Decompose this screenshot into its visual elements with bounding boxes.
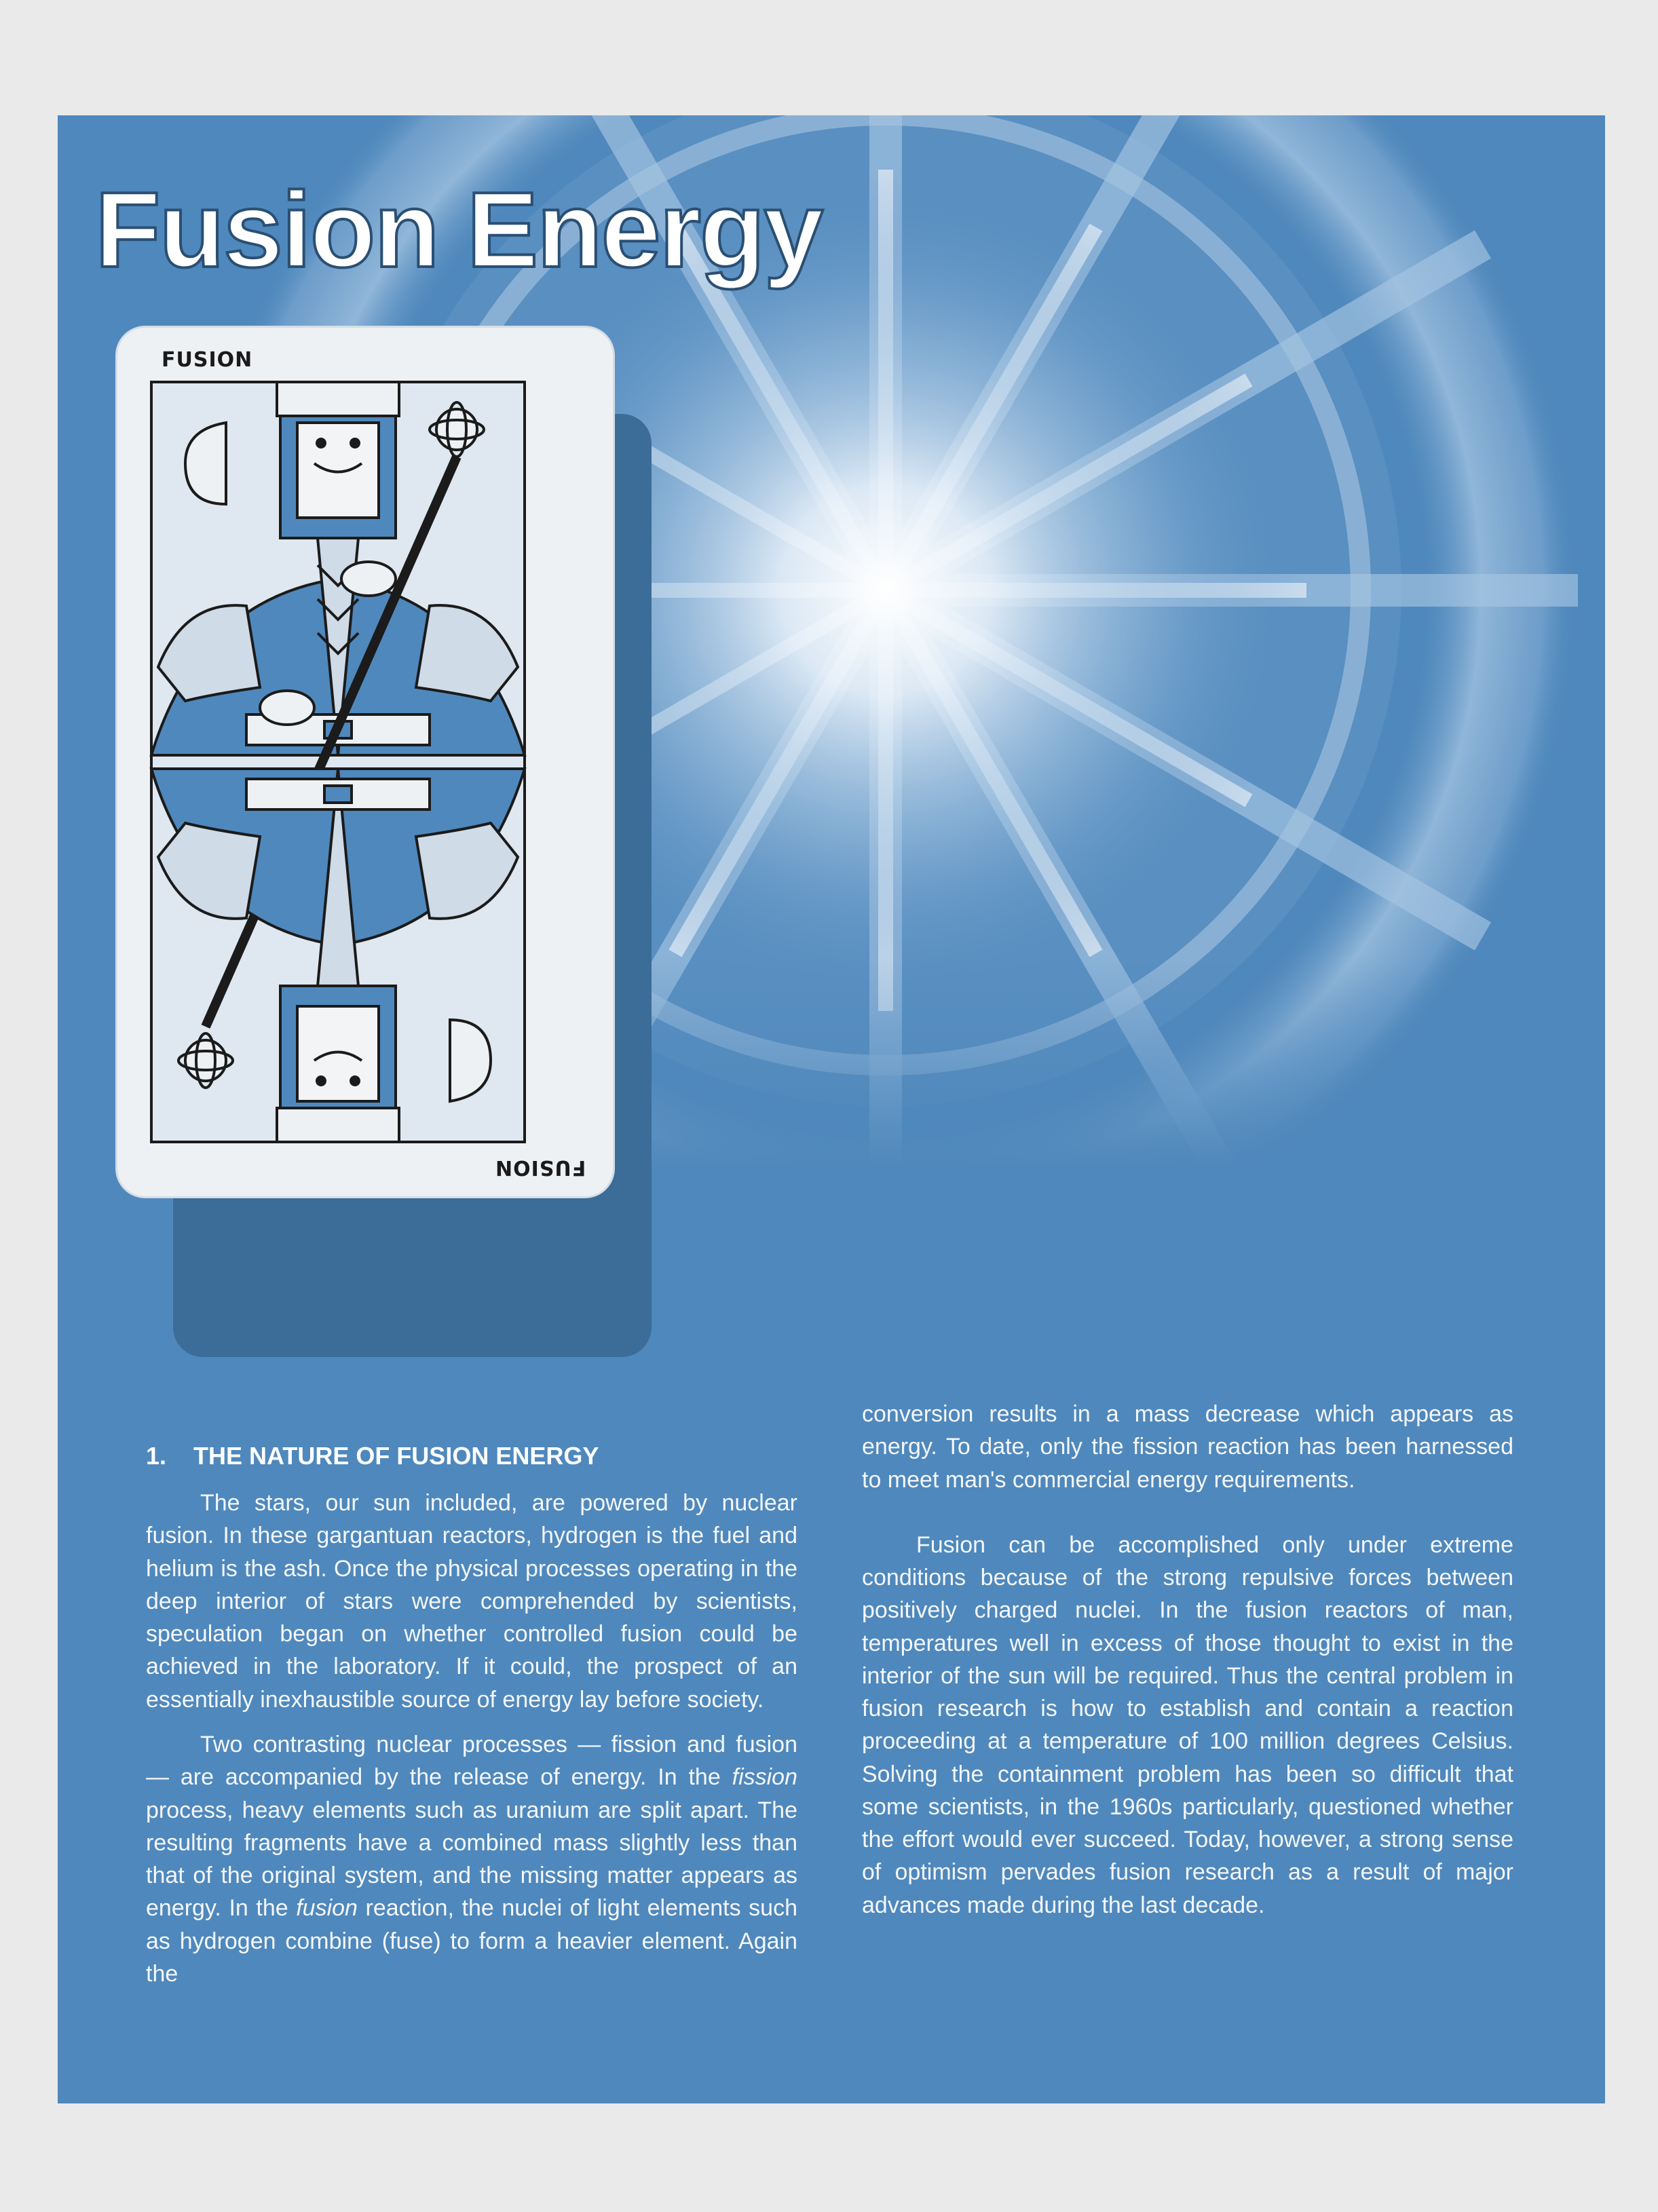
page-sheet (58, 115, 1605, 2103)
section-number: 1. (146, 1442, 167, 1470)
paragraph-2-part-b: process, heavy elements such as uranium are split apart. The resulting fragments have a combined mass slightly less than that of the original system, and the missing matter appears as energy. In the (146, 1797, 797, 1922)
card-label-top: FUSION (162, 348, 253, 372)
left-column (146, 1438, 797, 2002)
fusion-playing-card (115, 326, 615, 1198)
card-illustration-svg (145, 375, 531, 1149)
paragraph-1: The stars, our sun included, are powered by nuclear fusion. In these gargantuan reactors, hydrogen is the fuel and helium is the ash. Once the physical processes operating in the deep interior of stars were comprehended by scientists, speculation began on whether controlled fusion could be achieved in the laboratory. If it could, the prospect of an essentially inexhaustible source of energy lay before society. (146, 1490, 797, 1713)
paragraph-2-part-a: Two contrasting nuclear processes — fission and fusion — are accompanied by the release of energy. In the (146, 1731, 797, 1791)
section-heading (146, 1438, 797, 1473)
king-figure-illustration (145, 375, 531, 1149)
page-title: Fusion Energy (95, 170, 823, 290)
paragraph-2 (146, 1728, 797, 1990)
paragraph-3: conversion results in a mass decrease which appears as energy. To date, only the fission reaction has been harnessed to meet man's commercial energy requirements. (862, 1401, 1513, 1493)
paragraph-4: Fusion can be accomplished only under extreme conditions because of the strong repulsive forces between positively charged nuclei. In the fusion reactors of man, temperatures well in excess of those thought to exist in the interior of the sun will be required. Thus the central problem in fusion research is how to establish and contain a reaction proceeding at a temperature of 100 million degrees Celsius. Solving the containment problem has been so difficult that some scientists, in the 1960s particularly, questioned whether the effort would ever succeed. Today, however, a strong sense of optimism pervades fusion research as a result of major advances made during the last decade. (862, 1531, 1513, 1918)
card-label-bottom: FUSION (494, 1156, 586, 1179)
fusion-term: fusion (296, 1895, 358, 1922)
right-column (862, 1398, 1513, 1934)
fission-term: fission (732, 1764, 797, 1791)
paragraph-2-part-c: reaction, the nuclei of light elements such as hydrogen combine (fuse) to form a heavier element. Again the (146, 1895, 797, 1987)
section-title: THE NATURE OF FUSION ENERGY (193, 1442, 599, 1470)
